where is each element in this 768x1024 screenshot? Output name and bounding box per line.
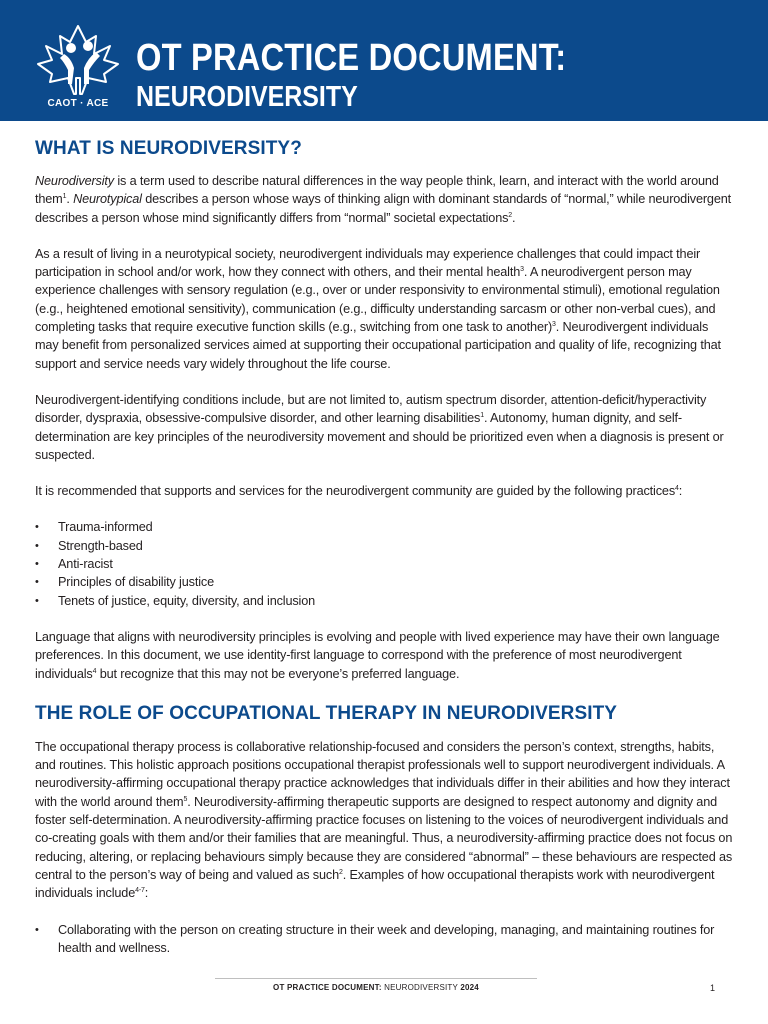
header-banner	[0, 0, 768, 121]
text: .	[512, 210, 516, 225]
citation: 3	[520, 265, 524, 273]
footer-year: 2024	[460, 983, 479, 992]
list-item: • Collaborating with the person on creating structure in their week and developing, managing, and maintaining routines for health and wellness.	[35, 921, 735, 958]
text: is a term used to describe natural differences in the way people think, learn, and interact with the world around them	[35, 174, 719, 207]
maple-leaf-icon	[34, 24, 122, 96]
footer-topic: NEURODIVERSITY	[381, 983, 461, 992]
text: .	[66, 192, 74, 207]
paragraph-practices-intro	[35, 482, 735, 500]
citation: 4	[675, 484, 679, 492]
text: . Neurodiversity-affirming therapeutic supports are designed to respect autonomy and dignity and foster self-determination. A neurodiversity-affirming practice focuses on listening to the voices of neurodivergent individuals and co-creating goals with them and/or their families that are meaningful. Thus, a neurodiversity-affirming practice does not focus on reducing, altering, or replacing behaviours simply because they are considered “abnormal” – these behaviours are respected as central to the person’s way of being and valued as such	[35, 794, 733, 882]
text: Language that aligns with neurodiversity principles is evolving and people with lived experience may have their own language preferences. In this document, we use identity-first language to correspond with the preference of most neurodivergent individuals	[35, 629, 720, 681]
section-heading-role-of-ot: THE ROLE OF OCCUPATIONAL THERAPY IN NEURODIVERSITY	[35, 702, 618, 724]
section-heading-what-is-neurodiversity: WHAT IS NEURODIVERSITY?	[35, 138, 302, 159]
text: :	[144, 886, 149, 901]
citation: 1	[480, 412, 484, 420]
footer-divider	[215, 978, 537, 979]
text: It is recommended that supports and services for the neurodivergent community are guided by the following practices	[35, 484, 676, 499]
text: . A neurodivergent person may experience challenges with sensory regulation (e.g., over or under responsivity to environmental stimuli), emotional regulation (e.g., heightened emotional sensitivity), communication (e.g., difficulty understanding sarcasm or other non-verbal cues), and completing tasks that require executive function skills (e.g., switching from one task to another)	[35, 265, 720, 335]
text: describes a person whose ways of thinking align with dominant standards of “normal,” while neurodivergent describes a person whose mind significantly differs from “normal” societal expectations	[35, 192, 732, 225]
citation: 5	[183, 795, 188, 803]
citation: 4-7	[135, 886, 145, 894]
logo-text: CAOT · ACE	[47, 98, 109, 109]
term-neurotypical: Neurotypical	[73, 192, 142, 207]
paragraph-language	[35, 628, 735, 683]
document-subtitle: NEURODIVERSITY	[136, 81, 358, 113]
text: . Examples of how occupational therapists work with neurodivergent individuals include	[35, 867, 715, 901]
list-item: • Principles of disability justice	[35, 573, 735, 591]
text: As a result of living in a neurotypical society, neurodivergent individuals may experience challenges that could impact their participation in school and/or work, how they connect with others, and their mental health	[35, 246, 701, 280]
paragraph-challenges	[35, 245, 735, 373]
text: but recognize that this may not be everyone’s preferred language.	[96, 666, 460, 681]
term-neurodiversity: Neurodiversity	[35, 174, 114, 188]
text: . Neurodivergent individuals may benefit from personalized services aimed at supporting their occupational participation and quality of life, recognizing that support and service needs vary widely throughout the life course.	[35, 320, 721, 371]
text: Neurodivergent-identifying conditions include, but are not limited to, autism spectrum disorder, attention-deficit/hyperactivity disorder, dyspraxia, obsessive-compulsive disorder, and other learning disabilities	[35, 392, 707, 426]
document-title: OT PRACTICE DOCUMENT:	[136, 37, 567, 79]
citation: 4	[92, 667, 97, 675]
paragraph-definition	[35, 172, 735, 227]
paragraph-conditions	[35, 391, 735, 464]
citation: 3	[552, 320, 556, 328]
text: . Autonomy, human dignity, and self-determination are key principles of the neurodiversity movement and should be prioritized even when a diagnosis is present or suspected.	[35, 411, 724, 462]
citation: 1	[62, 193, 67, 201]
text: The occupational therapy process is collaborative relationship-focused and considers the person’s context, strengths, habits, and routines. This holistic approach positions occupational therapist professionals well to support neurodivergent individuals. A neurodiversity-affirming occupational therapy practice acknowledges that individuals differ in their abilities and how they interact with the world around them	[35, 739, 730, 809]
paragraph-ot-process	[35, 738, 735, 903]
caot-logo	[28, 24, 128, 110]
ot-examples-list	[35, 921, 735, 958]
main-content	[35, 138, 735, 975]
list-item: • Anti-racist	[35, 555, 735, 573]
citation: 2	[508, 211, 513, 219]
list-item: • Strength-based	[35, 537, 735, 555]
text: :	[678, 484, 683, 499]
footer-bold: OT PRACTICE DOCUMENT:	[273, 983, 382, 992]
page-number: 1	[710, 983, 716, 993]
practices-list	[35, 518, 735, 609]
list-item: • Trauma-informed	[35, 518, 735, 536]
list-item: • Tenets of justice, equity, diversity, and inclusion	[35, 592, 735, 610]
footer-document-label	[215, 983, 537, 992]
citation: 2	[338, 868, 343, 876]
